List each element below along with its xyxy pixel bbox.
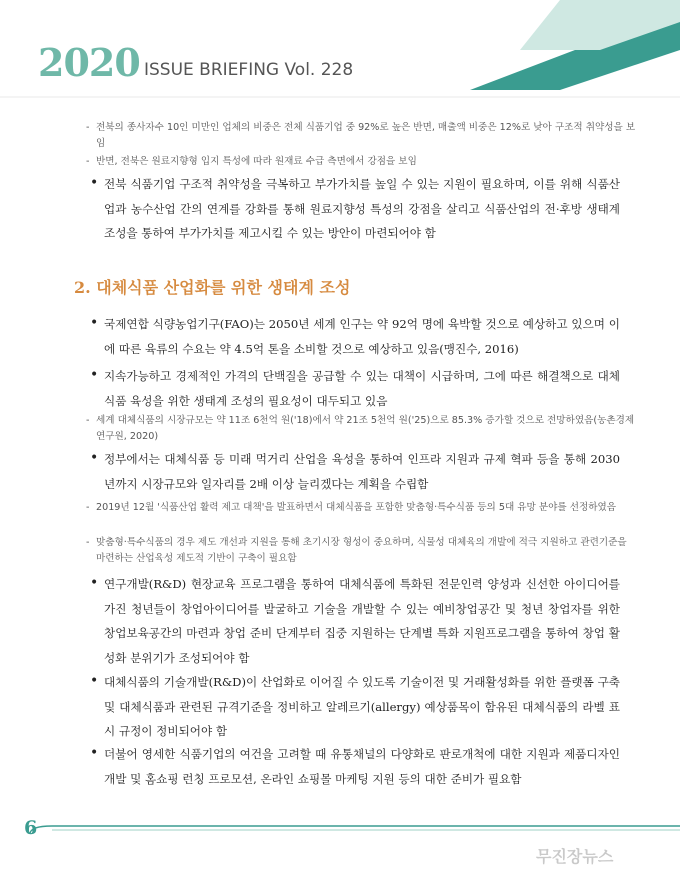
bullet-item: • 전북 식품기업 구조적 취약성을 극복하고 부가가치를 높일 수 있는 지원이 필요하며, 이를 위해 식품산업과 농수산업 간의 연계를 강화를 통해 원료지향성 특성의 강점을 살리고 식품산업의 전·후방 생태계 조성을 통하여 부가가치를 제고시킬 수 있는 방안이 마련되어야 함 [90,175,620,241]
watermark-logo: 무진장뉴스 [536,847,614,866]
bullet-item: • 정부에서는 대체식품 등 미래 먹거리 산업을 육성을 통하여 인프라 지원과 규제 혁파 등을 통해 2030년까지 시장규모와 일자리를 2배 이상 늘리겠다는 계획을 수립함 [90,450,620,491]
bullet-item: • 지속가능하고 경제적인 가격의 단백질을 공급할 수 있는 대책이 시급하며, 그에 따른 해결책으로 대체식품 육성을 위한 생태계 조성의 필요성이 대두되고 있음 [90,367,620,408]
footer-decoration [0,790,680,881]
sub-item: - 2019년 12월 '식품산업 활력 제고 대책'을 발표하면서 대체식품을 포함한 맞춤형·특수식품 등의 5대 유망 분야를 선정하였음 [86,502,617,513]
sub-item: - 세계 대체식품의 시장규모는 약 11조 6천억 원('18)에서 약 21조 5천억 원('25)으로 85.3% 증가할 것으로 전망하였음(농촌경제연구원, 2020) [86,415,635,442]
bullet-item: • 더불어 영세한 식품기업의 여건을 고려할 때 유통채널의 다양화로 판로개척에 대한 지원과 제품디자인 개발 및 홈쇼핑 런칭 프로모션, 온라인 쇼핑몰 마케팅 지원 등의 대한 준비가 필요함 [90,745,620,786]
bullet-item: • 연구개발(R&D) 현장교육 프로그램을 통하여 대체식품에 특화된 전문인력 양성과 신선한 아이디어를 가진 청년들이 창업아이디어를 발굴하고 기술을 개발할 수 있는 예비창업공간 및 청년 창업자를 위한 창업보육공간의 마련과 창업 준비 단계부터 집중 지원하는 단계별 특화 지원프로그램을 통하여 창업 활성화 분위기가 조성되어야 함 [90,575,620,665]
sub-item: - 전북의 종사자수 10인 미만인 업체의 비중은 전체 식품기업 중 92%로 높은 반면, 매출액 비중은 12%로 낮아 구조적 취약성을 보임 [86,122,636,149]
bullet-item: • 대체식품의 기술개발(R&D)이 산업화로 이어질 수 있도록 기술이전 및 거래활성화를 위한 플랫폼 구축 및 대체식품과 관련된 규격기준을 정비하고 알레르기(allergy) 예상품목이 함유된 대체식품의 라벨 표시 규정이 정비되어야 함 [90,673,620,739]
header-year: 2020 [38,40,140,85]
section-heading: 2. 대체식품 산업화를 위한 생태계 조성 [74,278,351,297]
sub-item: - 맞춤형·특수식품의 경우 제도 개선과 지원을 통해 초기시장 형성이 중요하며, 식물성 대체육의 개발에 적극 지원하고 관련기준을 마련하는 산업육성 제도적 기반이 구축이 필요함 [86,537,627,564]
header-title: ISSUE BRIEFING Vol. 228 [144,60,354,80]
sub-item: - 반면, 전북은 원료지향형 입지 특성에 따라 원재료 수급 측면에서 강점을 보임 [86,156,417,167]
page-number: 6 [24,817,38,839]
bullet-item: • 국제연합 식량농업기구(FAO)는 2050년 세계 인구는 약 92억 명에 육박할 것으로 예상하고 있으며 이에 따른 육류의 수요는 약 4.5억 톤을 소비할 것으로 예상하고 있음(맹진수, 2016) [90,315,620,356]
